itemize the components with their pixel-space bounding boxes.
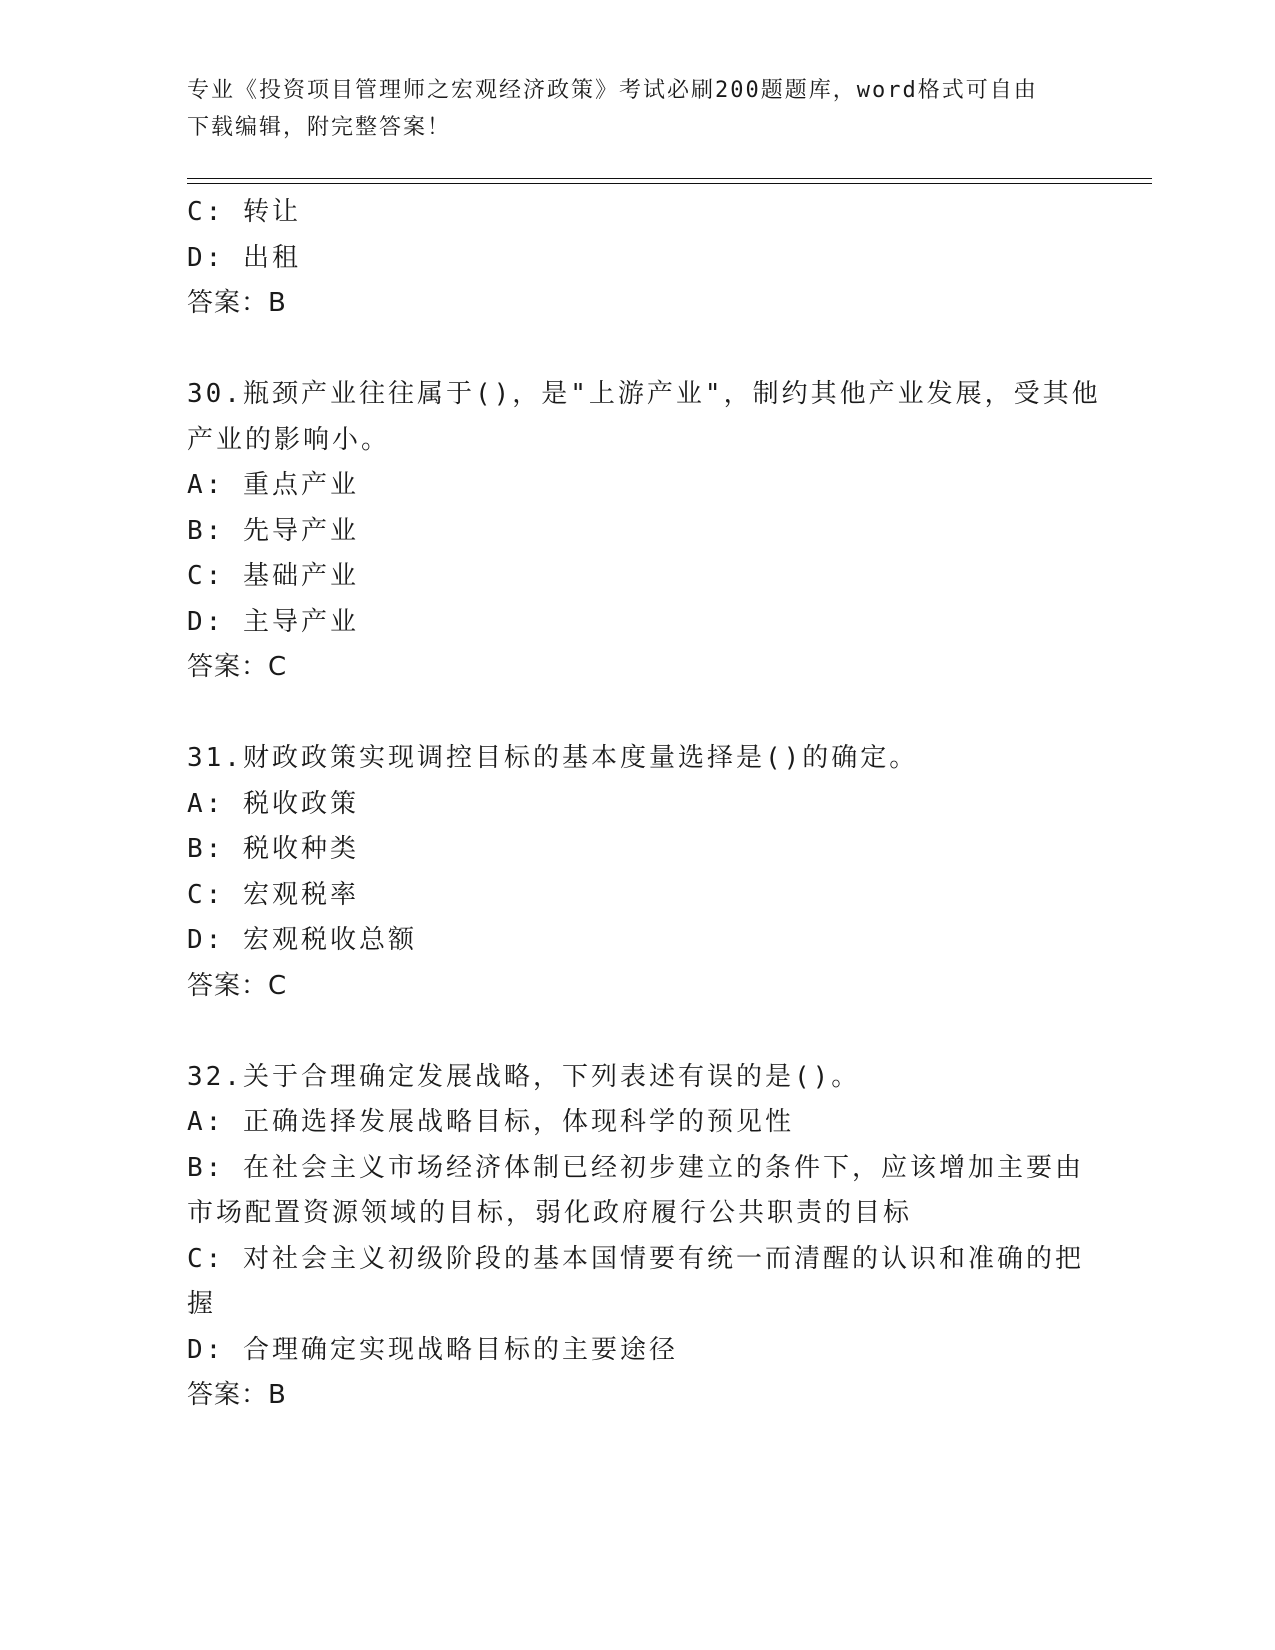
spacer — [187, 1009, 1087, 1055]
header-line-2: 下载编辑，附完整答案！ — [187, 115, 452, 140]
option-c: C: 对社会主义初级阶段的基本国情要有统一而清醒的认识和准确的把 — [187, 1243, 1084, 1274]
question-stem-continued: 产业的影响小。 — [187, 424, 391, 455]
option-c: C: 宏观税率 — [187, 879, 359, 910]
option-b: B: 在社会主义市场经济体制已经初步建立的条件下，应该增加主要由 — [187, 1152, 1084, 1183]
question-29-tail — [187, 190, 1087, 327]
option-d: D: 宏观税收总额 — [187, 925, 417, 955]
header-divider-top — [187, 178, 1152, 179]
header-line-1: 专业《投资项目管理师之宏观经济政策》考试必刷200题题库，word格式可自由 — [187, 78, 1038, 103]
option-a: A: 正确选择发展战略目标，体现科学的预见性 — [187, 1107, 794, 1137]
question-stem: 30.瓶颈产业往往属于()，是"上游产业"，制约其他产业发展，受其他 — [187, 379, 1101, 409]
document-header — [187, 72, 1067, 146]
option-d: D: 合理确定实现战略目标的主要途径 — [187, 1334, 678, 1365]
question-31 — [187, 736, 1087, 1009]
option-b: B: 税收种类 — [187, 834, 359, 864]
header-divider-bottom — [187, 183, 1152, 184]
question-stem: 32.关于合理确定发展战略，下列表述有误的是()。 — [187, 1061, 861, 1092]
spacer — [187, 327, 1087, 373]
option-c: C: 基础产业 — [187, 561, 359, 591]
question-stem: 31.财政政策实现调控目标的基本度量选择是()的确定。 — [187, 743, 919, 773]
option-c-continued: 握 — [187, 1289, 217, 1319]
answer-line: 答案：B — [187, 1380, 287, 1410]
answer-line: 答案：C — [187, 652, 288, 682]
answer-line: 答案：C — [187, 970, 288, 1001]
question-list — [187, 190, 1101, 1419]
question-30 — [187, 372, 1101, 691]
option-a: A: 税收政策 — [187, 788, 359, 819]
answer-line: 答案：B — [187, 288, 287, 318]
option-b: B: 先导产业 — [187, 515, 359, 546]
option-b-continued: 市场配置资源领域的目标，弱化政府履行公共职责的目标 — [187, 1198, 913, 1228]
spacer — [187, 691, 1087, 737]
option-d: D: 主导产业 — [187, 606, 359, 637]
option-d: D: 出租 — [187, 242, 301, 273]
option-a: A: 重点产业 — [187, 470, 359, 500]
option-c: C: 转让 — [187, 197, 301, 227]
question-32 — [187, 1055, 1087, 1419]
